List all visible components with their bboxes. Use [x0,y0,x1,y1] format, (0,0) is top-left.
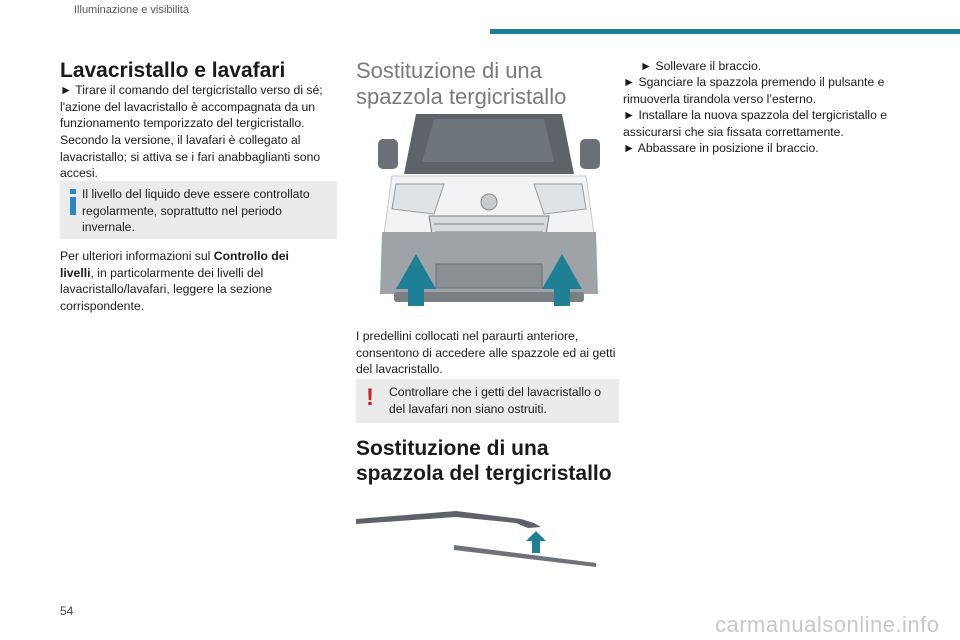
warning-note [356,379,619,423]
wiper-blade-illustration [356,505,606,575]
more-info-paragraph: Per ulteriori informazioni sul Controllo dei livelli, in particolarmente dei livelli del lavacristallo/lavafari, leggere la sezione corrispondente. [60,249,289,313]
step-release-blade: ► Sganciare la spazzola premendo il pulsante e rimuoverla tirandola verso l’esterno. [623,75,885,106]
running-header: Illuminazione e visibilità [74,4,189,16]
headlamp-washer-paragraph: Secondo la versione, il lavafari è collegato al lavacristallo; si attiva se i fari anabbaglianti sono accesi. [60,133,321,181]
page-number: 54 [60,604,74,618]
warning-note-text: Controllare che i getti del lavacristallo o del lavafari non siano ostruiti. [389,385,602,416]
info-note [60,181,337,239]
section-title-blade: Sostituzione di una spazzola tergicristallo [356,58,567,109]
watermark: carmanualsonline.info [715,612,940,637]
step-lower-arm: ► Abbassare in posizione il braccio. [623,141,819,155]
controllo-livelli-ref: Controllo dei livelli [60,249,289,280]
step-raise-arm: ► Sollevare il braccio. [640,59,762,73]
header-accent-bar [490,29,960,34]
section-title-blade-replacement: Sostituzione di una spazzola del tergicristallo [356,437,612,485]
exclamation-icon: ! [366,384,374,411]
info-note-text: Il livello del liquido deve essere controllato regolarmente, soprattutto nel periodo invernale. [82,187,310,235]
footstep-caption: I predellini collocati nel paraurti anteriore, consentono di accedere alle spazzole ed ai getti del lavacristallo. [356,329,616,377]
van-front-illustration [374,114,604,306]
info-icon [68,189,78,215]
section-title-washer: Lavacristallo e lavafari [60,59,286,82]
step-install-new-blade: ► Installare la nuova spazzola del tergicristallo e assicurarsi che sia fissata correttamente. [623,108,888,139]
step-pull-stalk: ► Tirare il comando del tergicristallo verso di sé; l'azione del lavacristallo è accompagnata da un funzionamento temporizzato del tergicristallo. [60,83,323,131]
